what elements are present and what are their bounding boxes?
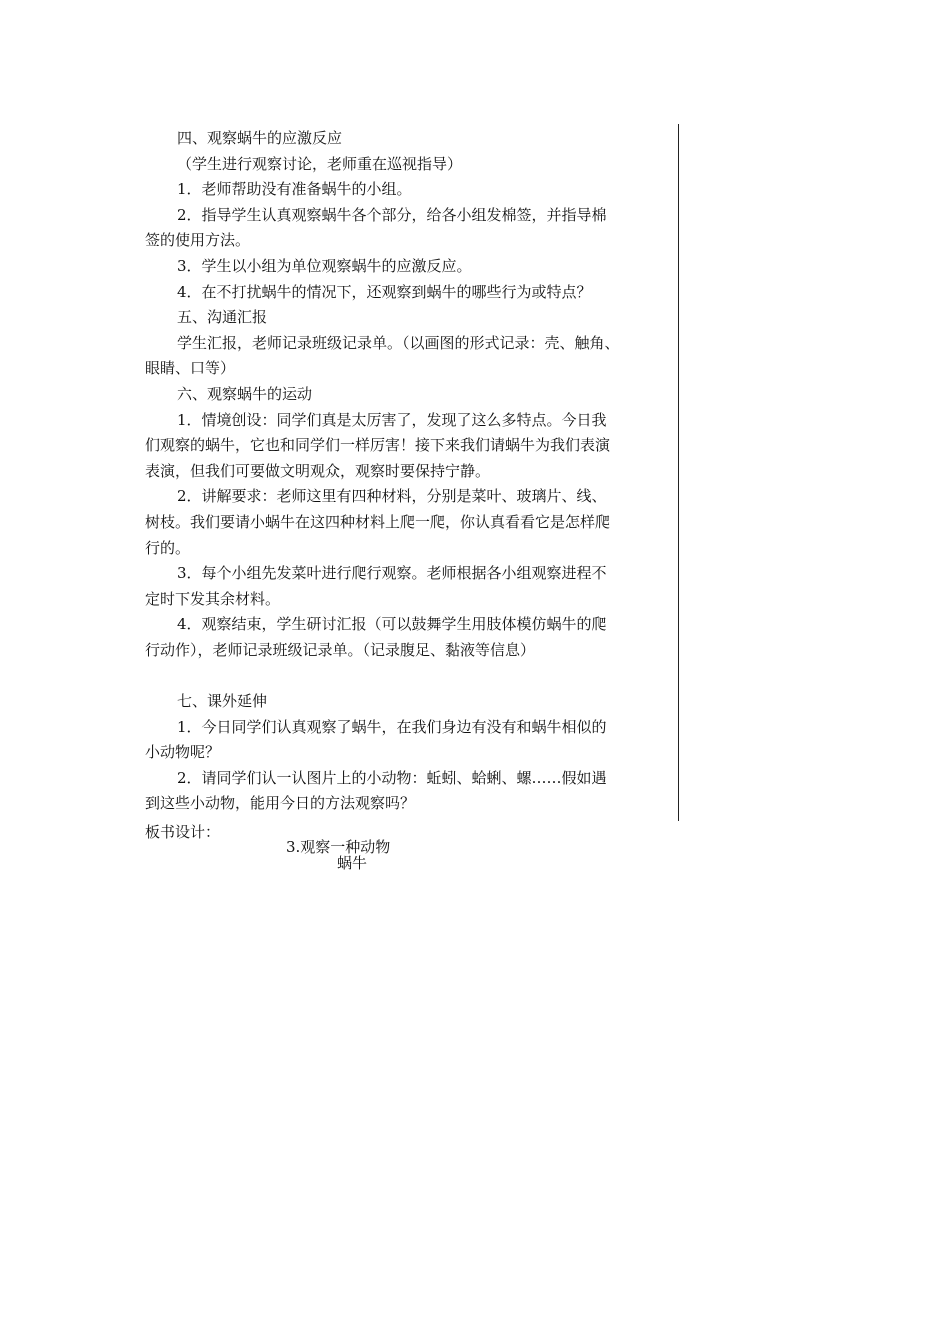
paragraph-line: 行的。 [145, 538, 191, 557]
paragraph-line: 1．情境创设：同学们真是太厉害了，发现了这么多特点。今日我 [177, 410, 607, 429]
blank-line [145, 663, 670, 689]
paragraph-line: 签的使用方法。 [145, 231, 251, 250]
paragraph-line: 定时下发其余材料。 [145, 589, 281, 608]
section-heading: 五、沟通汇报 [177, 308, 268, 327]
paragraph-line: 1．老师帮助没有准备蜗牛的小组。 [177, 180, 412, 199]
paragraph-line: 学生汇报，老师记录班级记录单。（以画图的形式记录：壳、触角、 [177, 333, 620, 352]
paragraph-line: 2．请同学们认一认图片上的小动物：蚯蚓、蛤蜊、螺……假如遇 [177, 768, 607, 787]
lesson-body [145, 126, 670, 817]
paragraph-line: （学生进行观察讨论，老师重在巡视指导） [177, 154, 463, 173]
paragraph-line: 行动作），老师记录班级记录单。（记录腹足、黏液等信息） [145, 640, 536, 659]
paragraph-line: 3．每个小组先发菜叶进行爬行观察。老师根据各小组观察进程不 [177, 564, 607, 583]
board-design-title: 3.观察一种动物 [286, 838, 391, 856]
section-heading: 六、观察蜗牛的运动 [177, 384, 313, 403]
paragraph-line: 2．讲解要求：老师这里有四种材料，分别是菜叶、玻璃片、线、 [177, 487, 607, 506]
paragraph-line: 小动物呢？ [145, 743, 221, 762]
paragraph-line: 树枝。我们要请小蜗牛在这四种材料上爬一爬，你认真看看它是怎样爬 [145, 512, 611, 531]
margin-rule [678, 124, 679, 821]
section-heading: 四、观察蜗牛的应激反应 [177, 129, 343, 147]
paragraph-line: 2．指导学生认真观察蜗牛各个部分，给各小组发棉签，并指导棉 [177, 205, 607, 224]
paragraph-line: 到这些小动物，能用今日的方法观察吗？ [145, 794, 416, 813]
paragraph-line: 3．学生以小组为单位观察蜗牛的应激反应。 [177, 256, 472, 275]
paragraph-line: 4．观察结束，学生研讨汇报（可以鼓舞学生用肢体模仿蜗牛的爬 [177, 615, 607, 634]
section-heading: 七、课外延伸 [177, 692, 268, 711]
paragraph-line: 表演，但我们可要做文明观众，观察时要保持宁静。 [145, 461, 491, 480]
paragraph-line: 1．今日同学们认真观察了蜗牛，在我们身边有没有和蜗牛相似的 [177, 717, 607, 736]
paragraph-line: 们观察的蜗牛，它也和同学们一样厉害！接下来我们请蜗牛为我们表演 [145, 436, 611, 455]
board-design-subtitle: 蜗牛 [337, 854, 368, 872]
paragraph-line: 眼睛、口等） [145, 359, 236, 378]
paragraph-line: 4．在不打扰蜗牛的情况下，还观察到蜗牛的哪些行为或特点？ [177, 282, 592, 301]
board-design-label: 板书设计： [145, 823, 221, 841]
